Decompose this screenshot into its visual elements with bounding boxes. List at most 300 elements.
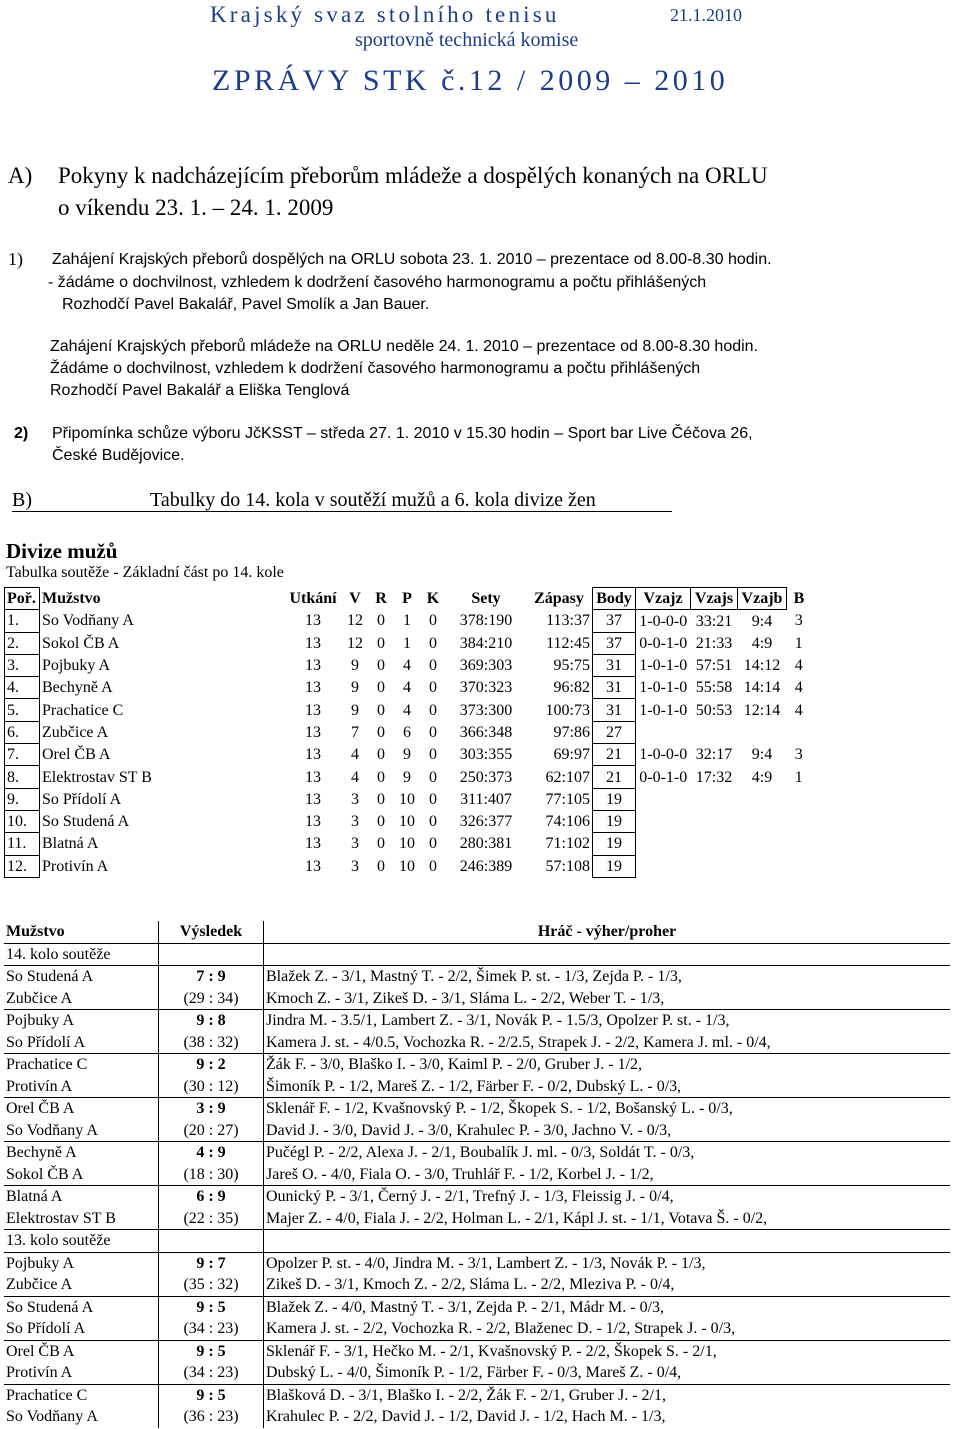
cell-vzajb: 4:9	[751, 634, 773, 652]
cell-vzajs: 33:21	[695, 612, 733, 630]
match-row-away	[4, 1076, 950, 1098]
cell-losses: 1	[403, 612, 411, 630]
header-date: 21.1.2010	[670, 5, 742, 25]
match-row-home	[4, 1296, 950, 1318]
cell-wins: 4	[351, 746, 359, 764]
col-b: B	[793, 590, 805, 608]
cell-points: 31	[593, 654, 636, 676]
round-row	[4, 1230, 950, 1253]
round-label: 14. kolo soutěže	[4, 943, 159, 966]
cell-points: 21	[593, 766, 636, 788]
table-row	[5, 833, 812, 855]
item-2-number: 2)	[14, 425, 29, 442]
cell-k: 0	[429, 701, 437, 719]
page-title: ZPRÁVY STK č.12 / 2009 – 2010	[212, 64, 729, 97]
cell-sets: 378:190	[459, 612, 513, 630]
cell-vzajz: 1-0-0-0	[639, 746, 688, 764]
home-players: Blašková D. - 3/1, Blaško I. - 2/2, Žák F. - 2/1, Gruber J. - 2/1,	[264, 1384, 951, 1406]
cell-losses: 9	[403, 768, 411, 786]
cell-b: 1	[794, 634, 803, 652]
table-row	[5, 721, 812, 743]
cell-games: 71:102	[545, 835, 590, 853]
cell-wins: 4	[351, 768, 359, 786]
match-sets: (20 : 27)	[159, 1120, 264, 1142]
col-vzajz: Vzajz	[636, 588, 691, 610]
col-vzajs: Vzajs	[691, 588, 738, 610]
home-team: So Studená A	[4, 1296, 159, 1318]
match-score: 9 : 2	[159, 1054, 264, 1076]
cell-team: Protivín A	[40, 855, 285, 877]
cell-matches: 13	[305, 634, 321, 652]
cell-draws: 0	[377, 634, 385, 652]
cell-rank: 11.	[5, 833, 40, 855]
home-team: Prachatice C	[4, 1054, 159, 1076]
cell-team: Orel ČB A	[40, 744, 285, 766]
cell-vzajz	[636, 721, 691, 743]
cell-team: So Vodňany A	[40, 610, 285, 632]
cell-draws: 0	[377, 612, 385, 630]
away-players: Kamera J. st. - 2/2, Vochozka R. - 2/2, Blaženec D. - 1/2, Strapek J. - 0/3,	[266, 1320, 736, 1338]
home-players: Sklenář F. - 1/2, Kvašnovský P. - 1/2, Škopek S. - 1/2, Bošanský L. - 0/3,	[264, 1098, 951, 1120]
round-spacer	[159, 943, 264, 966]
cell-k: 0	[429, 679, 437, 697]
cell-rank: 4.	[5, 677, 40, 699]
cell-losses: 10	[399, 813, 415, 831]
away-players: Dubský L. - 4/0, Šimoník P. - 1/2, Färber F. - 0/3, Mareš Z. - 0/4,	[266, 1364, 682, 1382]
col-wins: V	[349, 590, 361, 608]
cell-vzajs: 55:58	[695, 679, 733, 697]
away-team: Zubčice A	[4, 988, 159, 1010]
item-2-line2: České Budějovice.	[52, 447, 185, 464]
match-row-home	[4, 966, 950, 988]
cell-losses: 10	[399, 790, 415, 808]
match-sets: (22 : 35)	[159, 1208, 264, 1230]
cell-rank: 5.	[5, 699, 40, 721]
cell-rank: 1.	[5, 610, 40, 632]
col-sets: Sety	[471, 590, 501, 608]
cell-vzajb	[738, 810, 787, 832]
cell-draws: 0	[377, 701, 385, 719]
cell-k: 0	[429, 835, 437, 853]
home-players: Jindra M. - 3.5/1, Lambert Z. - 3/1, Novák P. - 1.5/3, Opolzer P. st. - 1/3,	[264, 1010, 951, 1032]
cell-team: Pojbuky A	[40, 654, 285, 676]
match-row-home	[4, 1252, 950, 1274]
col-matches: Utkání	[289, 590, 337, 608]
match-score: 9 : 8	[159, 1010, 264, 1032]
cell-vzajb: 12:14	[743, 701, 781, 719]
cell-vzajz: 1-0-1-0	[639, 679, 688, 697]
home-team: Blatná A	[4, 1186, 159, 1208]
cell-b: 4	[794, 657, 803, 675]
cell-wins: 3	[351, 790, 359, 808]
round-label: 13. kolo soutěže	[4, 1230, 159, 1253]
cell-b	[787, 721, 812, 743]
table-row	[5, 654, 812, 676]
item-1b-line3: Rozhodčí Pavel Bakalář a Eliška Tenglová	[50, 382, 350, 399]
cell-k: 0	[429, 746, 437, 764]
away-players: Zikeš D. - 3/1, Kmoch Z. - 2/2, Sláma L. - 2/2, Mleziva P. - 0/4,	[266, 1276, 675, 1294]
header-org: Krajský svaz stolního tenisu	[210, 2, 560, 27]
away-players: Krahulec P. - 2/2, David J. - 1/2, David J. - 1/2, Hach M. - 1/3,	[266, 1408, 666, 1426]
match-sets: (36 : 23)	[159, 1406, 264, 1428]
cell-draws: 0	[377, 790, 385, 808]
cell-wins: 7	[351, 723, 359, 741]
cell-losses: 6	[403, 723, 411, 741]
match-row-home	[4, 1010, 950, 1032]
section-a-label: A)	[8, 163, 33, 188]
cell-k: 0	[429, 657, 437, 675]
cell-b	[787, 833, 812, 855]
item-1-title: Zahájení Krajských přeborů dospělých na ORLU sobota 23. 1. 2010 – prezentace od 8.00-8.30 hodin.	[52, 251, 772, 268]
cell-draws: 0	[377, 679, 385, 697]
cell-losses: 4	[403, 679, 411, 697]
item-1-line2: - žádáme o dochvilnost, vzhledem k dodržení časového harmonogramu a počtu přihlášených	[48, 274, 707, 291]
section-b-title: Tabulky do 14. kola v soutěží mužů a 6. kola divize žen	[150, 489, 596, 511]
cell-vzajb: 14:14	[743, 679, 781, 697]
match-score: 9 : 5	[159, 1296, 264, 1318]
cell-rank: 2.	[5, 632, 40, 654]
home-team: Orel ČB A	[4, 1340, 159, 1362]
item-1-line3: Rozhodčí Pavel Bakalář, Pavel Smolík a Jan Bauer.	[62, 296, 430, 313]
cell-k: 0	[429, 857, 437, 875]
match-row-away	[4, 1120, 950, 1142]
match-row-away	[4, 1362, 950, 1384]
cell-matches: 13	[305, 857, 321, 875]
cell-b: 4	[794, 679, 803, 697]
match-row-away	[4, 1318, 950, 1340]
cell-games: 69:97	[553, 746, 590, 764]
home-team: Bechyně A	[4, 1142, 159, 1164]
cell-vzajs: 21:33	[695, 634, 733, 652]
cell-b: 4	[794, 701, 803, 719]
home-players: Sklenář F. - 3/1, Hečko M. - 2/1, Kvašnovský P. - 2/2, Škopek S. - 2/1,	[264, 1340, 951, 1362]
cell-games: 62:107	[545, 768, 590, 786]
cell-vzajz: 1-0-0-0	[639, 612, 688, 630]
standings-table	[4, 587, 812, 878]
cell-k: 0	[429, 612, 437, 630]
cell-sets: 373:300	[459, 701, 513, 719]
cell-points: 21	[593, 744, 636, 766]
cell-draws: 0	[377, 746, 385, 764]
cell-k: 0	[429, 723, 437, 741]
cell-losses: 4	[403, 701, 411, 719]
cell-sets: 370:323	[459, 679, 513, 697]
away-players: Majer Z. - 4/0, Fiala J. - 2/2, Holman L. - 2/1, Kápl J. st. - 1/1, Votava Š. - 0/2,	[266, 1209, 768, 1227]
home-players: Ounický P. - 3/1, Černý J. - 2/1, Trefný J. - 1/3, Fleissig J. - 0/4,	[264, 1186, 951, 1208]
cell-points: 19	[593, 788, 636, 810]
table-row	[5, 810, 812, 832]
cell-draws: 0	[377, 857, 385, 875]
cell-rank: 12.	[5, 855, 40, 877]
cell-rank: 6.	[5, 721, 40, 743]
cell-games: 100:73	[545, 701, 590, 719]
item-1b-title: Zahájení Krajských přeborů mládeže na ORLU neděle 24. 1. 2010 – prezentace od 8.00-8.30 hodin.	[50, 338, 759, 355]
cell-vzajb: 14:12	[743, 657, 781, 675]
away-team: Elektrostav ST B	[4, 1208, 159, 1230]
col-losses: P	[402, 590, 412, 608]
cell-k: 0	[429, 768, 437, 786]
results-col-players: Hráč - výher/proher	[264, 921, 951, 943]
cell-rank: 7.	[5, 744, 40, 766]
home-team: So Studená A	[4, 966, 159, 988]
match-row-away	[4, 1208, 950, 1230]
cell-team: Blatná A	[40, 833, 285, 855]
match-sets: (34 : 23)	[159, 1362, 264, 1384]
cell-points: 19	[593, 810, 636, 832]
cell-vzajb	[738, 833, 787, 855]
home-players: Žák F. - 3/0, Blaško I. - 3/0, Kaiml P. - 2/0, Gruber J. - 1/2,	[264, 1054, 951, 1076]
match-row-home	[4, 1384, 950, 1406]
cell-wins: 9	[351, 657, 359, 675]
away-players: Kamera J. st. - 4/0.5, Vochozka R. - 2/2.5, Strapek J. - 2/2, Kamera J. ml. - 0/4,	[266, 1033, 771, 1051]
cell-matches: 13	[305, 768, 321, 786]
away-team: Zubčice A	[4, 1274, 159, 1296]
cell-vzajz: 1-0-1-0	[639, 657, 688, 675]
cell-sets: 326:377	[459, 813, 513, 831]
away-team: So Vodňany A	[4, 1406, 159, 1428]
results-table	[4, 921, 950, 1428]
cell-vzajz: 1-0-1-0	[639, 701, 688, 719]
cell-points: 31	[593, 699, 636, 721]
match-score: 9 : 7	[159, 1252, 264, 1274]
cell-matches: 13	[305, 612, 321, 630]
cell-matches: 13	[305, 701, 321, 719]
item-1b-line2: Žádáme o dochvilnost, vzhledem k dodržení časového harmonogramu a počtu přihlášených	[50, 360, 701, 377]
col-games: Zápasy	[534, 590, 584, 608]
cell-losses: 1	[403, 634, 411, 652]
cell-draws: 0	[377, 835, 385, 853]
cell-vzajz: 0-0-1-0	[639, 768, 688, 786]
cell-games: 112:45	[546, 634, 590, 652]
cell-sets: 311:407	[460, 790, 512, 808]
away-team: Protivín A	[4, 1362, 159, 1384]
table-row	[5, 632, 812, 654]
away-team: So Přídolí A	[4, 1032, 159, 1054]
away-players: Šimoník P. - 1/2, Mareš Z. - 1/2, Färber F. - 0/2, Dubský L. - 0/3,	[266, 1077, 682, 1095]
home-team: Orel ČB A	[4, 1098, 159, 1120]
standings-header-row	[5, 588, 812, 610]
cell-vzajb: 9:4	[751, 746, 773, 764]
cell-matches: 13	[305, 679, 321, 697]
header-committee: sportovně technická komise	[355, 29, 579, 51]
cell-team: Prachatice C	[40, 699, 285, 721]
match-row-away	[4, 1032, 950, 1054]
cell-vzajz	[636, 855, 691, 877]
cell-rank: 9.	[5, 788, 40, 810]
table-row	[5, 699, 812, 721]
section-b-label: B)	[12, 489, 32, 511]
cell-games: 57:108	[545, 857, 590, 875]
cell-vzajb	[738, 855, 787, 877]
cell-draws: 0	[377, 723, 385, 741]
home-players: Opolzer P. st. - 4/0, Jindra M. - 3/1, Lambert Z. - 1/3, Novák P. - 1/3,	[264, 1252, 951, 1274]
cell-losses: 10	[399, 835, 415, 853]
home-players: Blažek Z. - 3/1, Mastný T. - 2/2, Šimek P. st. - 1/3, Zejda P. - 1/3,	[264, 966, 951, 988]
cell-b: 1	[794, 768, 803, 786]
cell-losses: 10	[399, 857, 415, 875]
away-players: David J. - 3/0, David J. - 3/0, Krahulec P. - 3/0, Jachno V. - 0/3,	[266, 1121, 672, 1139]
match-row-away	[4, 1274, 950, 1296]
cell-sets: 384:210	[459, 634, 513, 652]
table-row	[5, 855, 812, 877]
match-sets: (29 : 34)	[159, 988, 264, 1010]
match-score: 6 : 9	[159, 1186, 264, 1208]
cell-vzajs	[691, 788, 738, 810]
cell-wins: 3	[351, 857, 359, 875]
item-1-number: 1)	[8, 249, 23, 269]
cell-team: So Přídolí A	[40, 788, 285, 810]
match-sets: (34 : 23)	[159, 1318, 264, 1340]
cell-vzajz	[636, 810, 691, 832]
cell-draws: 0	[377, 813, 385, 831]
away-team: So Přídolí A	[4, 1318, 159, 1340]
cell-sets: 369:303	[459, 657, 513, 675]
match-sets: (38 : 32)	[159, 1032, 264, 1054]
cell-team: Elektrostav ST B	[40, 766, 285, 788]
cell-b: 3	[794, 746, 803, 764]
cell-team: Zubčice A	[40, 721, 285, 743]
section-a-heading-line2: o víkendu 23. 1. – 24. 1. 2009	[58, 195, 334, 220]
cell-vzajb	[738, 721, 787, 743]
away-team: Sokol ČB A	[4, 1164, 159, 1186]
cell-team: Sokol ČB A	[40, 632, 285, 654]
cell-games: 96:82	[553, 679, 590, 697]
cell-team: Bechyně A	[40, 677, 285, 699]
cell-vzajb: 4:9	[751, 768, 773, 786]
match-row-home	[4, 1340, 950, 1362]
cell-games: 77:105	[545, 790, 590, 808]
table-row	[5, 766, 812, 788]
col-team: Mužstvo	[42, 590, 101, 608]
match-sets: (30 : 12)	[159, 1076, 264, 1098]
cell-games: 74:106	[545, 813, 590, 831]
cell-matches: 13	[305, 835, 321, 853]
cell-sets: 280:381	[459, 835, 513, 853]
cell-wins: 12	[347, 612, 363, 630]
section-a-heading-line1: Pokyny k nadcházejícím přeborům mládeže a dospělých konaných na ORLU	[58, 163, 768, 188]
col-draws: R	[375, 590, 387, 608]
match-score: 9 : 5	[159, 1384, 264, 1406]
item-2-line1: Připomínka schůze výboru JčKSST – středa 27. 1. 2010 v 15.30 hodin – Sport bar Live Čéčova 26,	[52, 425, 753, 442]
match-score: 3 : 9	[159, 1098, 264, 1120]
cell-vzajs: 32:17	[695, 746, 733, 764]
cell-vzajs	[691, 721, 738, 743]
cell-vzajb	[738, 788, 787, 810]
cell-draws: 0	[377, 768, 385, 786]
cell-b: 3	[794, 612, 803, 630]
cell-losses: 9	[403, 746, 411, 764]
round-spacer	[159, 1230, 264, 1253]
col-k: K	[426, 590, 440, 608]
cell-vzajb: 9:4	[751, 612, 773, 630]
cell-vzajs	[691, 855, 738, 877]
home-team: Pojbuky A	[4, 1010, 159, 1032]
cell-vzajz	[636, 788, 691, 810]
cell-points: 19	[593, 833, 636, 855]
cell-team: So Studená A	[40, 810, 285, 832]
cell-matches: 13	[305, 657, 321, 675]
home-team: Prachatice C	[4, 1384, 159, 1406]
cell-points: 19	[593, 855, 636, 877]
cell-games: 113:37	[546, 612, 590, 630]
cell-wins: 3	[351, 813, 359, 831]
cell-rank: 3.	[5, 654, 40, 676]
cell-games: 97:86	[553, 723, 590, 741]
cell-points: 27	[593, 721, 636, 743]
match-row-away	[4, 1406, 950, 1428]
cell-games: 95:75	[553, 657, 590, 675]
match-score: 7 : 9	[159, 966, 264, 988]
cell-points: 37	[593, 610, 636, 632]
home-players: Blažek Z. - 4/0, Mastný T. - 3/1, Zejda P. - 2/1, Mádr M. - 0/3,	[264, 1296, 951, 1318]
cell-wins: 9	[351, 701, 359, 719]
division-subtitle: Tabulka soutěže - Základní část po 14. kole	[6, 564, 284, 581]
cell-sets: 366:348	[459, 723, 513, 741]
match-row-home	[4, 1186, 950, 1208]
table-row	[5, 744, 812, 766]
cell-vzajs	[691, 810, 738, 832]
match-row-away	[4, 988, 950, 1010]
away-team: So Vodňany A	[4, 1120, 159, 1142]
round-row	[4, 943, 950, 966]
match-row-away	[4, 1164, 950, 1186]
table-row	[5, 677, 812, 699]
section-b-underline	[12, 511, 672, 512]
cell-b	[787, 788, 812, 810]
cell-wins: 12	[347, 634, 363, 652]
cell-sets: 303:355	[459, 746, 513, 764]
match-sets: (35 : 32)	[159, 1274, 264, 1296]
away-players: Kmoch Z. - 3/1, Zikeš D. - 3/1, Sláma L. - 2/2, Weber T. - 1/3,	[266, 989, 665, 1007]
cell-vzajs: 17:32	[695, 768, 733, 786]
division-title: Divize mužů	[6, 539, 118, 563]
results-header-row	[4, 921, 950, 943]
away-team: Protivín A	[4, 1076, 159, 1098]
cell-sets: 246:389	[459, 857, 513, 875]
col-rank: Poř.	[5, 588, 40, 610]
cell-rank: 8.	[5, 766, 40, 788]
cell-points: 31	[593, 677, 636, 699]
cell-vzajz	[636, 833, 691, 855]
cell-vzajs: 57:51	[695, 657, 733, 675]
results-col-result: Výsledek	[159, 921, 264, 943]
match-row-home	[4, 1098, 950, 1120]
cell-vzajz: 0-0-1-0	[639, 634, 688, 652]
cell-k: 0	[429, 634, 437, 652]
cell-b	[787, 810, 812, 832]
cell-wins: 9	[351, 679, 359, 697]
cell-points: 37	[593, 632, 636, 654]
table-row	[5, 610, 812, 632]
cell-rank: 10.	[5, 810, 40, 832]
away-players: Jareš O. - 4/0, Fiala O. - 3/0, Truhlář F. - 1/2, Korbel J. - 1/2,	[266, 1165, 654, 1183]
cell-wins: 3	[351, 835, 359, 853]
match-row-home	[4, 1054, 950, 1076]
match-sets: (18 : 30)	[159, 1164, 264, 1186]
results-col-team: Mužstvo	[4, 921, 159, 943]
cell-matches: 13	[305, 746, 321, 764]
home-players: Pučégl P. - 2/2, Alexa J. - 2/1, Boubalík J. ml. - 0/3, Soldát T. - 0/3,	[264, 1142, 951, 1164]
home-team: Pojbuky A	[4, 1252, 159, 1274]
col-points: Body	[593, 588, 636, 610]
cell-k: 0	[429, 813, 437, 831]
cell-matches: 13	[305, 723, 321, 741]
cell-matches: 13	[305, 813, 321, 831]
cell-sets: 250:373	[459, 768, 513, 786]
match-score: 4 : 9	[159, 1142, 264, 1164]
cell-losses: 4	[403, 657, 411, 675]
cell-matches: 13	[305, 790, 321, 808]
